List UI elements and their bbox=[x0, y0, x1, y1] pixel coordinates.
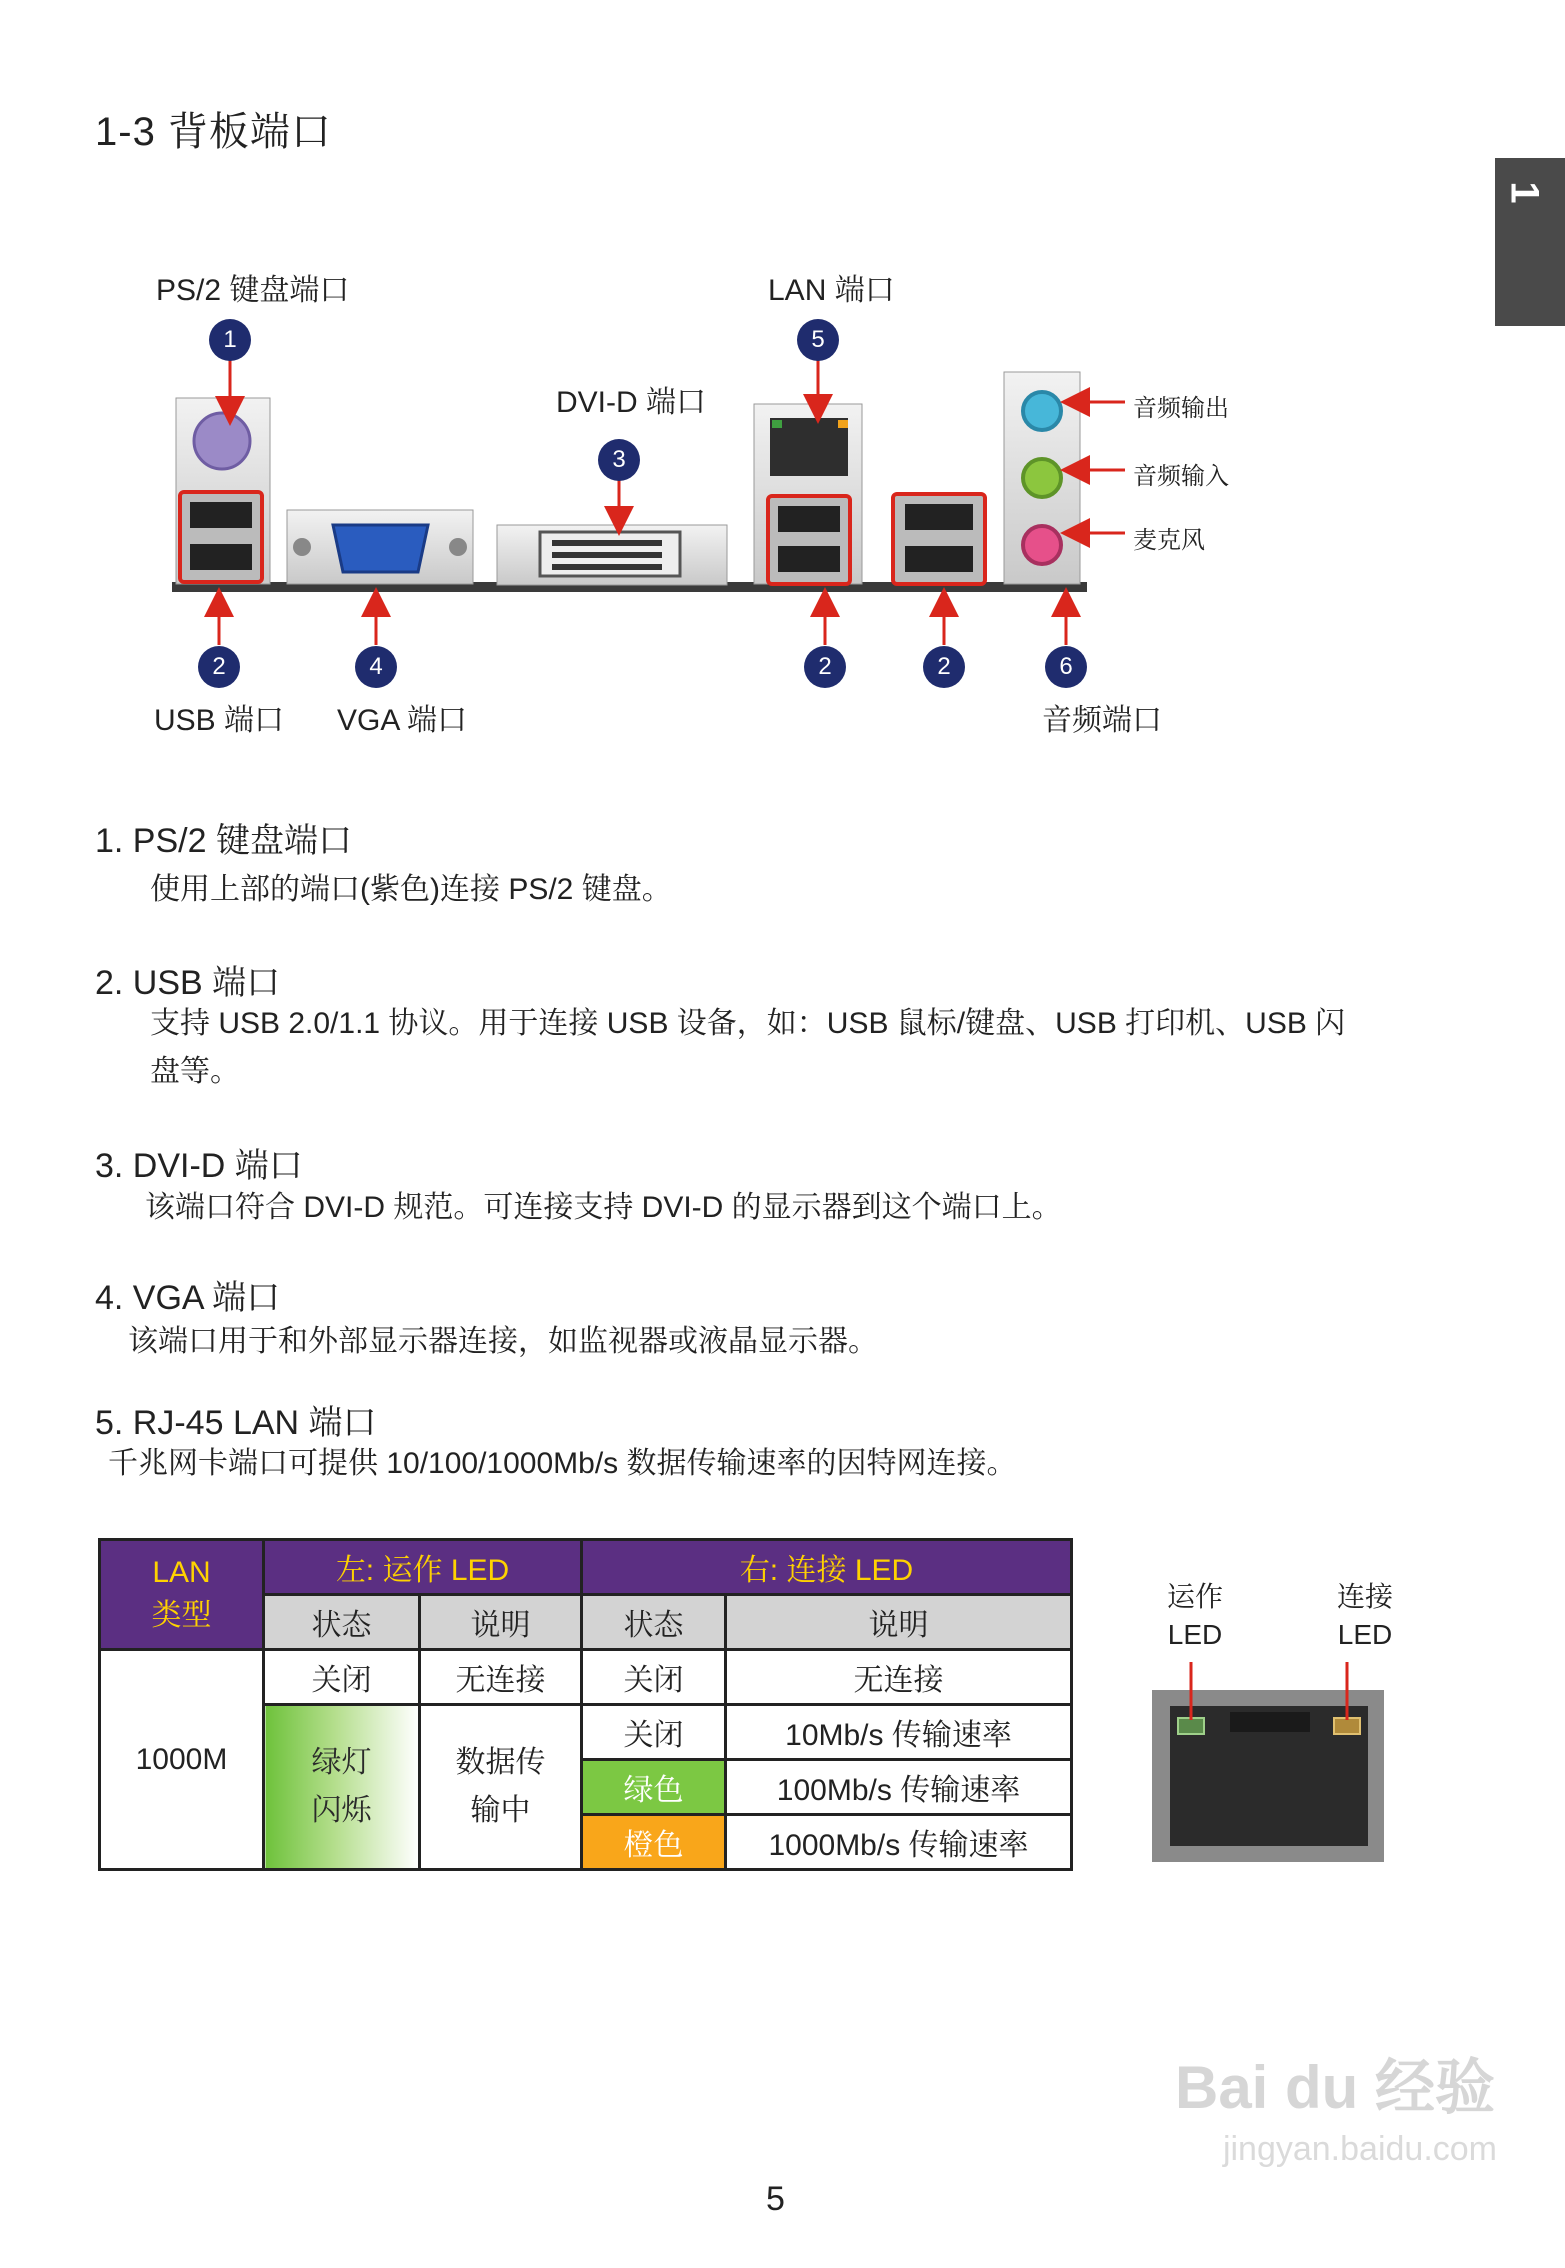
section-5-body: 千兆网卡端口可提供 10/100/1000Mb/s 数据传输速率的因特网连接。 bbox=[108, 1447, 1017, 1480]
section-2-title: 2. USB 端口 bbox=[95, 964, 281, 1002]
subheader-right-state: 状态 bbox=[582, 1595, 726, 1650]
badge-4: 4 bbox=[355, 646, 397, 688]
badge-3: 3 bbox=[598, 439, 640, 481]
led-label-link: 连接 LED bbox=[1336, 1581, 1393, 1650]
label-mic: 麦克风 bbox=[1133, 527, 1205, 554]
right-desc-10: 10Mb/s 传输速率 bbox=[726, 1705, 1072, 1760]
section-2-body-2: 盘等。 bbox=[150, 1055, 240, 1088]
audio-out-icon bbox=[1023, 392, 1061, 430]
page-number: 5 bbox=[766, 2180, 785, 2218]
header-right-led: 右: 连接 LED bbox=[582, 1540, 1072, 1595]
led-figure bbox=[1150, 1578, 1400, 1878]
label-audio-in: 音频输入 bbox=[1133, 463, 1229, 490]
header-left-led: 左: 运作 LED bbox=[264, 1540, 582, 1595]
right-state-10: 关闭 bbox=[582, 1705, 726, 1760]
left-state-blink: 绿灯 闪烁 bbox=[264, 1705, 420, 1870]
vga-port-icon bbox=[333, 525, 428, 572]
activity-led-icon bbox=[1178, 1718, 1204, 1734]
mic-icon bbox=[1023, 526, 1061, 564]
page-title: 1-3 背板端口 bbox=[95, 110, 332, 154]
label-usb: USB 端口 bbox=[154, 704, 285, 737]
right-desc-off: 无连接 bbox=[726, 1650, 1072, 1705]
label-audio-out: 音频输出 bbox=[1133, 395, 1229, 422]
audio-in-icon bbox=[1023, 459, 1061, 497]
back-panel-graphic bbox=[0, 0, 1565, 760]
label-lan: LAN 端口 bbox=[768, 274, 895, 307]
badge-1: 1 bbox=[209, 319, 251, 361]
link-led-icon bbox=[1334, 1718, 1360, 1734]
right-state-100: 绿色 bbox=[582, 1760, 726, 1815]
section-4-body: 该端口用于和外部显示器连接，如监视器或液晶显示器。 bbox=[128, 1325, 878, 1358]
left-desc-off: 无连接 bbox=[420, 1650, 582, 1705]
lan-led-table bbox=[98, 1538, 1073, 1871]
rj45-port-graphic bbox=[1150, 1578, 1400, 1878]
badge-2-c: 2 bbox=[923, 646, 965, 688]
section-1-body: 使用上部的端口(紫色)连接 PS/2 键盘。 bbox=[150, 873, 672, 906]
header-lan-type: LAN 类型 bbox=[100, 1540, 264, 1650]
badge-5: 5 bbox=[797, 319, 839, 361]
subheader-right-desc: 说明 bbox=[726, 1595, 1072, 1650]
right-desc-1000: 1000Mb/s 传输速率 bbox=[726, 1815, 1072, 1870]
badge-6: 6 bbox=[1045, 646, 1087, 688]
back-panel-diagram bbox=[0, 0, 1565, 760]
label-dvi: DVI-D 端口 bbox=[556, 386, 706, 419]
left-desc-transfer: 数据传 输中 bbox=[420, 1705, 582, 1870]
lan-type-value: 1000M bbox=[100, 1650, 264, 1870]
right-state-off: 关闭 bbox=[582, 1650, 726, 1705]
right-state-1000: 橙色 bbox=[582, 1815, 726, 1870]
section-2-body-1: 支持 USB 2.0/1.1 协议。用于连接 USB 设备，如：USB 鼠标/键盘、USB 打印机、USB 闪 bbox=[150, 1007, 1346, 1040]
label-vga: VGA 端口 bbox=[337, 704, 468, 737]
section-1-title: 1. PS/2 键盘端口 bbox=[95, 822, 352, 860]
chapter-number: 1 bbox=[1502, 181, 1547, 204]
section-5-title: 5. RJ-45 LAN 端口 bbox=[95, 1404, 377, 1442]
watermark-url: jingyan.baidu.com bbox=[1222, 2130, 1497, 2168]
subheader-left-state: 状态 bbox=[264, 1595, 420, 1650]
label-audio: 音频端口 bbox=[1042, 704, 1162, 737]
section-3-body: 该端口符合 DVI-D 规范。可连接支持 DVI-D 的显示器到这个端口上。 bbox=[145, 1191, 1062, 1224]
watermark-logo: Bai du 经验 bbox=[1174, 2054, 1495, 2121]
label-ps2: PS/2 键盘端口 bbox=[156, 274, 350, 307]
led-label-activity: 运作 LED bbox=[1166, 1581, 1223, 1650]
section-3-title: 3. DVI-D 端口 bbox=[95, 1147, 303, 1185]
left-state-off: 关闭 bbox=[264, 1650, 420, 1705]
right-desc-100: 100Mb/s 传输速率 bbox=[726, 1760, 1072, 1815]
badge-2-b: 2 bbox=[804, 646, 846, 688]
badge-2-a: 2 bbox=[198, 646, 240, 688]
subheader-left-desc: 说明 bbox=[420, 1595, 582, 1650]
section-4-title: 4. VGA 端口 bbox=[95, 1279, 281, 1317]
ps2-port-icon bbox=[194, 413, 250, 469]
